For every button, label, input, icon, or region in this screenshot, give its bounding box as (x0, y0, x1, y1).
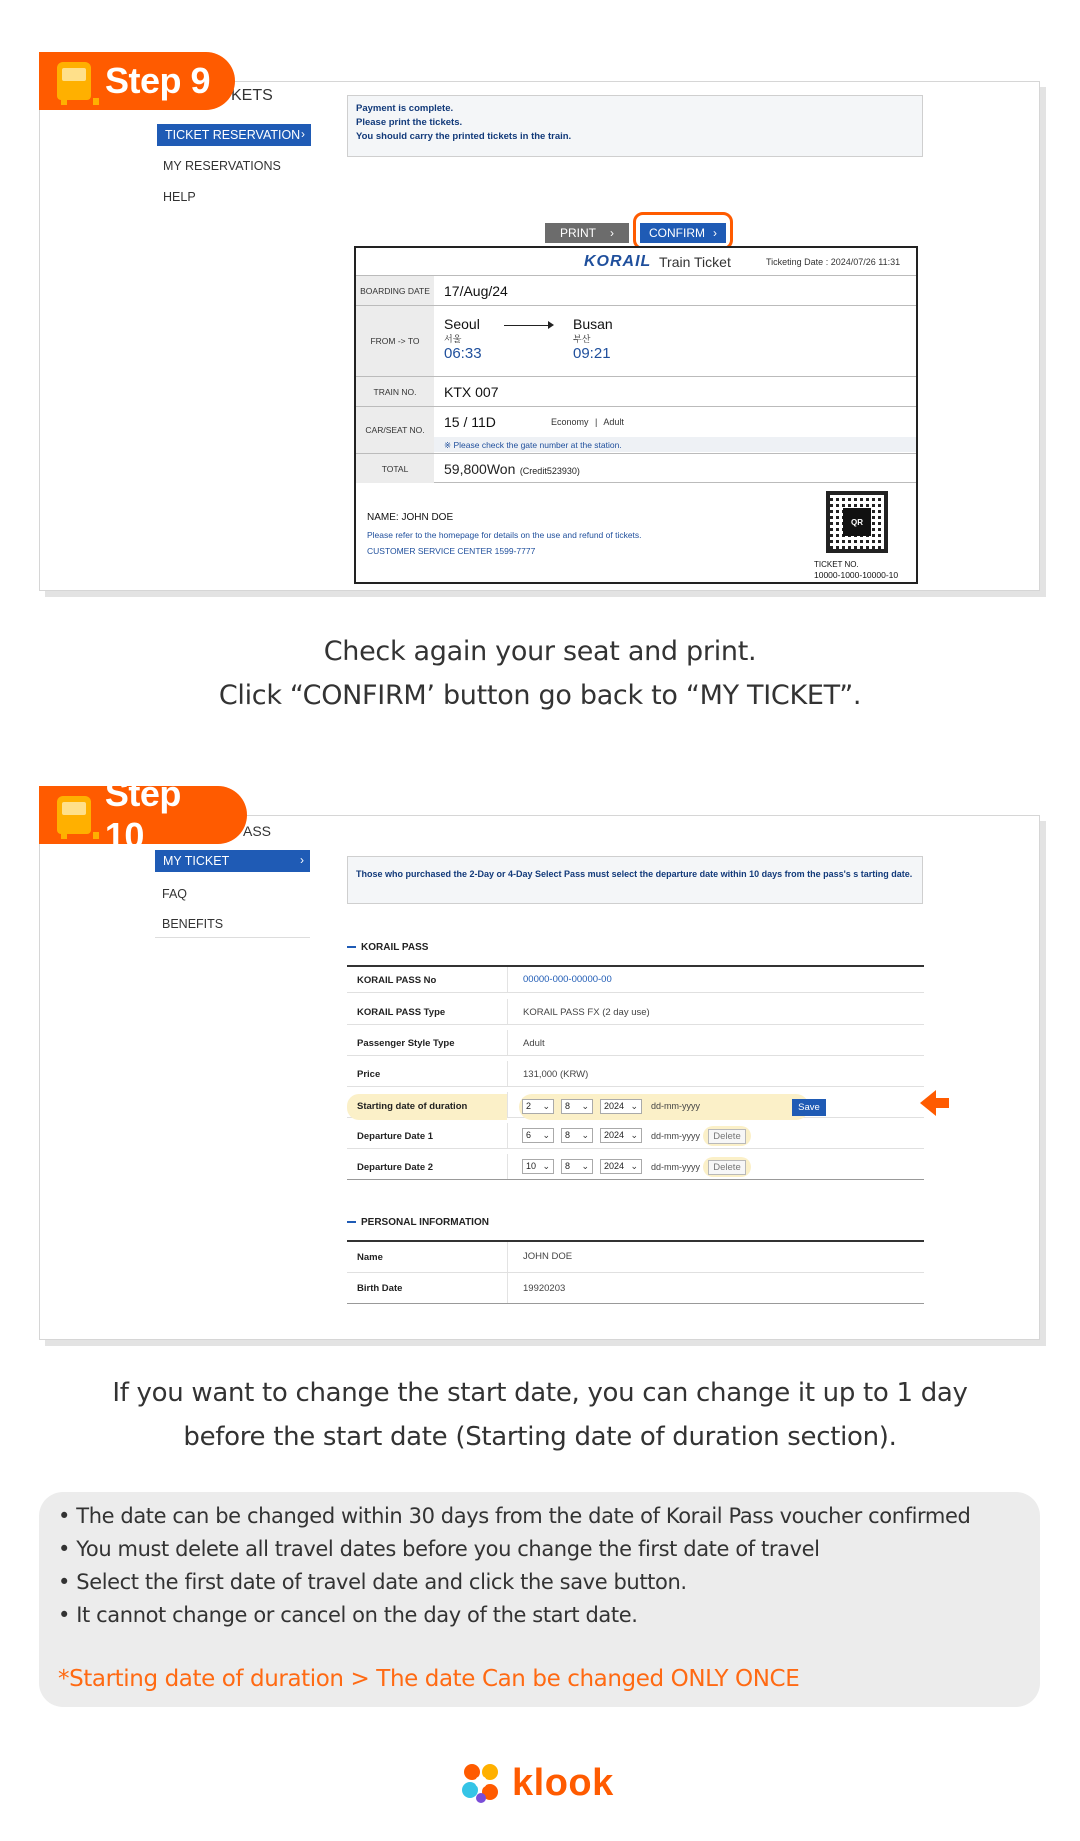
chevron-down-icon: ⌄ (630, 1161, 638, 1171)
klook-wordmark: klook (512, 1761, 614, 1804)
info-bullet: • You must delete all travel dates before you change the first date of travel (58, 1537, 820, 1561)
start-day-value: 2 (526, 1101, 532, 1111)
dep1-month-value: 8 (565, 1130, 571, 1140)
from-city: Seoul (444, 316, 480, 332)
info-bullet: • It cannot change or cancel on the day of the start date. (58, 1603, 638, 1627)
delete-label: Delete (708, 1129, 745, 1144)
ticket-no-value: 10000-1000-10000-10 (814, 570, 899, 580)
delete-label: Delete (708, 1160, 745, 1175)
from-time: 06:33 (444, 345, 482, 362)
step9-screenshot-panel (39, 81, 1040, 591)
pass-type-label: KORAIL PASS Type (357, 1007, 446, 1018)
notice-line: Payment is complete. (356, 103, 454, 114)
print-button[interactable] (545, 223, 629, 243)
dep2-day-value: 10 (526, 1161, 537, 1171)
step9-badge (39, 52, 235, 110)
table-row (347, 1242, 924, 1273)
to-local-name: 부산 (573, 335, 591, 345)
chevron-down-icon: ⌄ (630, 1130, 638, 1140)
step9-nav-header: KETS (231, 87, 273, 104)
passenger-style-label: Passenger Style Type (357, 1038, 455, 1049)
chevron-right-icon: › (713, 226, 717, 240)
chevron-right-icon: › (610, 226, 614, 240)
step10-badge-label: Step 10 (104, 773, 181, 856)
to-station (573, 316, 613, 362)
start-year-value: 2024 (604, 1101, 625, 1111)
step10-caption-line2: before the start date (Starting date of duration section). (183, 1422, 897, 1452)
ticket-no-label: TICKET NO. (814, 560, 859, 569)
info-bullet: • The date can be changed within 30 days from the date of Korail Pass voucher confirmed (58, 1504, 971, 1528)
dep1-year-value: 2024 (604, 1130, 625, 1140)
nav-my-ticket-label: MY TICKET (163, 854, 230, 868)
klook-logo (458, 1760, 614, 1806)
korail-pass-section-title: KORAIL PASS (347, 942, 428, 953)
ticket-title: Train Ticket (659, 254, 731, 270)
pass-type-value: KORAIL PASS FX (2 day use) (523, 1007, 650, 1018)
qr-label: QR (843, 508, 871, 536)
train-no-label: TRAIN NO. (356, 377, 434, 406)
table-row (347, 1061, 924, 1087)
save-pointer-arrow-tail (935, 1098, 949, 1108)
total-amount: 59,800Won (444, 461, 516, 477)
chevron-down-icon: ⌄ (581, 1161, 589, 1171)
dep2-month-select[interactable] (561, 1159, 593, 1174)
dep2-day-select[interactable] (522, 1159, 554, 1174)
confirm-label: CONFIRM (649, 226, 705, 240)
nav-benefits[interactable]: BENEFITS (162, 917, 224, 931)
car-seat-label: CAR/SEAT NO. (356, 407, 434, 453)
starting-date-row (347, 1092, 924, 1118)
train-icon (57, 796, 91, 834)
dep2-month-value: 8 (565, 1161, 571, 1171)
price-label: Price (357, 1069, 381, 1080)
start-month-select[interactable] (561, 1099, 593, 1114)
refund-note: Please refer to the homepage for details on the use and refund of tickets. (367, 530, 642, 540)
dep1-day-select[interactable] (522, 1128, 554, 1143)
departure-date-1-row (347, 1123, 924, 1149)
step10-nav-header: ASS (243, 823, 272, 839)
step10-screenshot-panel (39, 815, 1040, 1340)
step9-caption-line1: Check again your seat and print. (323, 636, 757, 667)
table-row (347, 999, 924, 1025)
step9-caption-line2: Click “CONFIRM’ button go back to “MY TICKET”. (218, 680, 862, 711)
klook-mark-icon (458, 1760, 504, 1806)
credit-code: (Credit523930) (519, 466, 580, 476)
pass-no-value[interactable]: 00000-000-00000-00 (523, 974, 612, 985)
dep1-day-value: 6 (526, 1130, 532, 1140)
train-no-value: KTX 007 (444, 384, 499, 400)
nav-my-reservations[interactable]: MY RESERVATIONS (163, 159, 281, 173)
notice-line: Please print the tickets. (356, 117, 463, 128)
chevron-down-icon: ⌄ (581, 1101, 589, 1111)
save-pointer-arrow-icon (920, 1090, 936, 1116)
train-icon (57, 62, 91, 100)
passenger-type-value: Adult (603, 417, 624, 427)
chevron-down-icon: ⌄ (581, 1130, 589, 1140)
nav-help[interactable]: HELP (163, 190, 196, 204)
personal-info-section-title: PERSONAL INFORMATION (347, 1217, 489, 1228)
korail-logo: KORAIL (584, 253, 652, 270)
ticket-header (356, 248, 916, 275)
start-month-value: 8 (565, 1101, 571, 1111)
dep1-date-format: dd-mm-yyyy (651, 1131, 700, 1141)
name-value: JOHN DOE (523, 1251, 573, 1262)
total-label: TOTAL (356, 454, 434, 483)
payment-notice (347, 95, 923, 157)
chevron-down-icon: ⌄ (542, 1161, 550, 1171)
birth-date-value: 19920203 (523, 1283, 566, 1294)
confirm-button[interactable] (640, 223, 726, 243)
notice-line: You should carry the printed tickets in the train. (356, 131, 572, 142)
delete-button-2[interactable] (703, 1157, 751, 1177)
step9-badge-label: Step 9 (105, 60, 211, 101)
start-date-format: dd-mm-yyyy (651, 1101, 700, 1111)
table-row (347, 1273, 924, 1304)
delete-button-1[interactable] (703, 1126, 751, 1146)
from-station (444, 316, 482, 362)
to-city: Busan (573, 316, 613, 332)
step10-badge (39, 773, 247, 856)
start-day-select[interactable] (522, 1099, 554, 1114)
chevron-down-icon: ⌄ (630, 1101, 638, 1111)
departure-date-1-label: Departure Date 1 (357, 1131, 434, 1142)
chevron-right-icon: › (301, 127, 305, 141)
dep2-date-format: dd-mm-yyyy (651, 1162, 700, 1172)
dep2-year-select[interactable] (600, 1159, 642, 1174)
nav-ticket-reservation-label: TICKET RESERVATION (165, 128, 301, 142)
personal-info-table (347, 1240, 924, 1302)
table-row (347, 967, 924, 993)
name-label: Name (357, 1252, 383, 1263)
korail-train-ticket (354, 246, 918, 584)
change-once-note: *Starting date of duration > The date Can be changed ONLY ONCE (58, 1666, 800, 1692)
from-to-label: FROM -> TO (356, 306, 434, 376)
print-label: PRINT (560, 226, 596, 240)
chevron-down-icon: ⌄ (542, 1130, 550, 1140)
nav-divider (155, 937, 310, 938)
starting-date-label: Starting date of duration (357, 1101, 468, 1112)
ticket-row-route (356, 305, 916, 376)
step10-caption-line1: If you want to change the start date, you can change it up to 1 day (112, 1378, 968, 1408)
class-value: Economy (551, 417, 589, 427)
ticketing-date: Ticketing Date : 2024/07/26 11:31 (766, 257, 901, 267)
total-value (444, 461, 580, 479)
nav-ticket-reservation[interactable] (157, 124, 311, 146)
route-arrow-icon (504, 325, 552, 326)
passenger-style-value: Adult (523, 1038, 545, 1049)
seat-class: Economy | Adult (551, 417, 624, 427)
ticket-row-train (356, 376, 916, 406)
boarding-date-value: 17/Aug/24 (444, 283, 508, 299)
korail-pass-table (347, 965, 924, 1180)
nav-faq[interactable]: FAQ (162, 887, 188, 901)
select-pass-notice: Those who purchased the 2-Day or 4-Day Select Pass must select the departure date within 10 days from the pass's s tarting date. (347, 856, 923, 904)
save-button[interactable]: Save (792, 1099, 826, 1116)
chevron-down-icon: ⌄ (542, 1101, 550, 1111)
to-time: 09:21 (573, 345, 611, 362)
qr-code (826, 491, 888, 553)
ticket-row-seat (356, 406, 916, 453)
car-seat-value: 15 / 11D (444, 414, 496, 430)
passenger-name: NAME: JOHN DOE (367, 512, 454, 523)
chevron-right-icon: › (300, 853, 304, 867)
start-year-select[interactable] (600, 1099, 642, 1114)
price-value: 131,000 (KRW) (523, 1069, 589, 1080)
table-row (347, 1030, 924, 1056)
gate-note: ※ Please check the gate number at the station. (434, 437, 916, 452)
info-bullet: • Select the first date of travel date and click the save button. (58, 1570, 687, 1594)
dep2-year-value: 2024 (604, 1161, 625, 1171)
ticket-row-boarding (356, 275, 916, 305)
departure-date-2-row (347, 1154, 924, 1180)
boarding-date-label: BOARDING DATE (356, 276, 434, 305)
from-local-name: 서울 (444, 335, 462, 345)
departure-date-2-label: Departure Date 2 (357, 1162, 434, 1173)
pass-no-label: KORAIL PASS No (357, 975, 437, 986)
customer-service: CUSTOMER SERVICE CENTER 1599-7777 (367, 546, 536, 556)
birth-date-label: Birth Date (357, 1283, 403, 1294)
dep1-month-select[interactable] (561, 1128, 593, 1143)
ticket-row-total (356, 453, 916, 483)
dep1-year-select[interactable] (600, 1128, 642, 1143)
